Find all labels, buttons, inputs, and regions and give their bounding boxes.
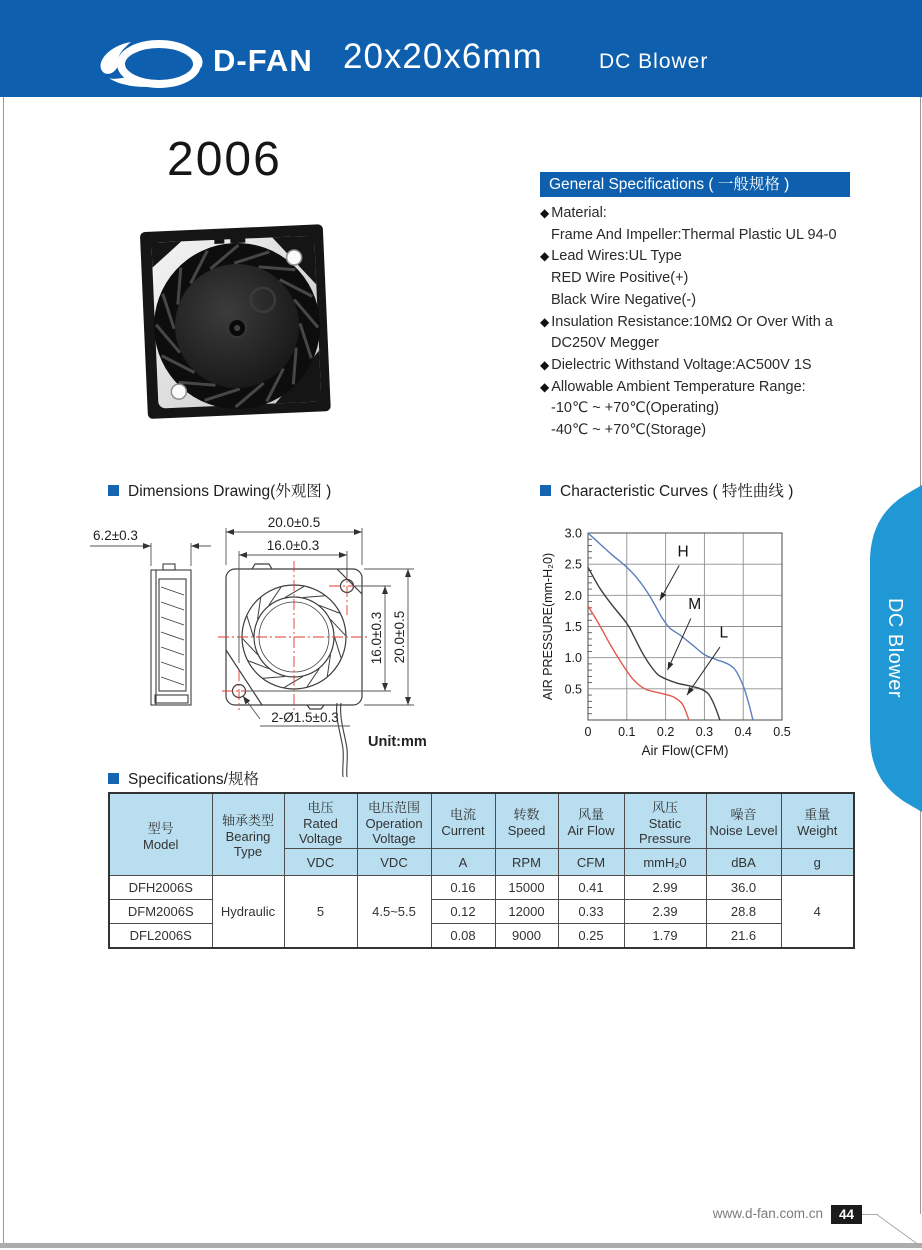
- side-view: [151, 564, 191, 705]
- model-number-title: 2006: [167, 133, 282, 186]
- svg-text:0.1: 0.1: [618, 725, 636, 739]
- outer-width-label: 20.0±0.5: [267, 515, 321, 530]
- table-row: [109, 876, 854, 900]
- table-cell: 12000: [495, 900, 558, 924]
- spec-list-item: DC250V Megger: [551, 335, 659, 352]
- unit-header: RPM: [495, 849, 558, 876]
- general-specs-list: [540, 203, 870, 442]
- spec-list-item: Frame And Impeller:Thermal Plastic UL 94-0: [551, 226, 837, 243]
- dimensions-section-title: Dimensions Drawing(外观图 ): [108, 479, 331, 501]
- diamond-bullet-icon: ◆: [540, 206, 550, 220]
- spec-table-wrap: [108, 792, 854, 949]
- brand-name: D-FAN: [213, 43, 313, 78]
- chart-grid: [588, 533, 782, 720]
- pitch-height-label: 16.0±0.3: [369, 611, 384, 665]
- table-cell: DFM2006S: [109, 900, 212, 924]
- curve-label-M: [668, 596, 702, 670]
- table-cell: 0.12: [431, 900, 495, 924]
- depth-dim-label: 6.2±0.3: [93, 528, 138, 543]
- section-bullet-icon: [540, 485, 551, 496]
- outer-height-label: 20.0±0.5: [392, 610, 407, 664]
- svg-text:L: L: [719, 624, 729, 642]
- column-header: 轴承类型 Bearing Type: [212, 793, 284, 876]
- specifications-table: [108, 792, 855, 949]
- unit-header: VDC: [357, 849, 431, 876]
- table-cell: 5: [284, 876, 357, 949]
- table-cell: 9000: [495, 924, 558, 949]
- spec-list-item: ◆ Dielectric Withstand Voltage:AC500V 1S: [540, 356, 812, 373]
- svg-text:0.2: 0.2: [656, 725, 675, 739]
- table-cell: Hydraulic: [212, 876, 284, 949]
- depth-dimension: [90, 543, 211, 566]
- unit-label: Unit:mm: [368, 734, 427, 750]
- holes-dim-label: 2-Ø1.5±0.3: [271, 710, 339, 725]
- diamond-bullet-icon: ◆: [540, 379, 550, 394]
- unit-header: mmH₂0: [624, 849, 706, 876]
- svg-text:1.5: 1.5: [564, 620, 582, 634]
- table-cell: 0.25: [558, 924, 624, 949]
- table-cell: 0.16: [431, 876, 495, 900]
- table-cell: DFL2006S: [109, 924, 212, 949]
- characteristic-curves-chart: [540, 500, 850, 772]
- curve-label-H: [660, 544, 689, 601]
- table-cell: 15000: [495, 876, 558, 900]
- diamond-bullet-icon: ◆: [540, 314, 550, 329]
- side-tab-label: DC Blower: [884, 597, 906, 699]
- column-header: 型号 Model: [109, 793, 212, 876]
- center-lines: [218, 561, 370, 713]
- column-header: 电流 Current: [431, 793, 495, 849]
- spec-list-item: Black Wire Negative(-): [551, 291, 697, 308]
- fan-product-photo: [130, 206, 346, 444]
- table-cell: 4.5~5.5: [357, 876, 431, 949]
- table-cell: 4: [781, 876, 854, 949]
- side-tab-dc-blower[interactable]: [868, 485, 922, 812]
- curve-L: [588, 606, 689, 720]
- chart-ylabel: AIR PRESSURE(mm-H₂0): [541, 552, 555, 701]
- table-cell: 0.33: [558, 900, 624, 924]
- unit-header: g: [781, 849, 854, 876]
- unit-header: VDC: [284, 849, 357, 876]
- page-border-left: [3, 97, 4, 1246]
- column-header: 风压 Static Pressure: [624, 793, 706, 849]
- header-bar: [0, 0, 922, 97]
- table-cell: 0.08: [431, 924, 495, 949]
- svg-text:0.5: 0.5: [773, 725, 791, 739]
- diamond-bullet-icon: ◆: [540, 357, 550, 372]
- unit-header: CFM: [558, 849, 624, 876]
- column-header: 噪音 Noise Level: [706, 793, 781, 849]
- spec-list-item: RED Wire Positive(+): [551, 270, 689, 287]
- table-cell: 28.8: [706, 900, 781, 924]
- spec-list-item: ◆ Insulation Resistance:10MΩ Or Over With a: [540, 313, 833, 330]
- column-header: 转数 Speed: [495, 793, 558, 849]
- svg-text:0: 0: [584, 725, 592, 739]
- front-dimensions: [226, 528, 414, 726]
- table-cell: DFH2006S: [109, 876, 212, 900]
- table-cell: 1.79: [624, 924, 706, 949]
- svg-text:2.0: 2.0: [564, 588, 582, 603]
- table-cell: 36.0: [706, 876, 781, 900]
- product-type: DC Blower: [599, 50, 709, 73]
- unit-header: dBA: [706, 849, 781, 876]
- spec-list-item: ◆ Allowable Ambient Temperature Range:: [540, 378, 806, 395]
- chart-xlabel: Air Flow(CFM): [641, 743, 729, 758]
- page-number-badge: 44: [831, 1205, 862, 1224]
- svg-text:M: M: [688, 596, 702, 614]
- curve-label-L: [687, 625, 729, 695]
- page-bottom-edge: [0, 1243, 922, 1248]
- svg-text:0.4: 0.4: [734, 725, 752, 739]
- column-header: 风量 Air Flow: [558, 793, 624, 849]
- svg-text:1.0: 1.0: [564, 651, 582, 666]
- column-header: 电压 Rated Voltage: [284, 793, 357, 849]
- svg-text:3.0: 3.0: [564, 526, 582, 541]
- column-header: 电压范围 Operation Voltage: [357, 793, 431, 849]
- spec-list-item: ◆ Lead Wires:UL Type: [540, 248, 682, 265]
- product-size: 20x20x6mm: [343, 37, 543, 76]
- curve-M: [588, 567, 720, 720]
- curves-section-title: Characteristic Curves ( 特性曲线 ): [540, 479, 793, 501]
- footer-diagonal-line: [876, 1214, 920, 1247]
- table-cell: 2.99: [624, 876, 706, 900]
- dimensions-drawing: [85, 503, 465, 778]
- footer-url[interactable]: www.d-fan.com.cn: [712, 1206, 823, 1221]
- unit-header: A: [431, 849, 495, 876]
- table-cell: 0.41: [558, 876, 624, 900]
- svg-text:2.5: 2.5: [564, 557, 582, 572]
- spec-list-item: ◆ Material:: [540, 205, 607, 221]
- table-cell: 2.39: [624, 900, 706, 924]
- pitch-width-label: 16.0±0.3: [266, 538, 320, 553]
- general-specs-header: General Specifications ( 一般规格 ): [540, 172, 850, 197]
- table-cell: 21.6: [706, 924, 781, 949]
- diamond-bullet-icon: ◆: [540, 249, 550, 264]
- section-bullet-icon: [108, 485, 119, 496]
- svg-text:H: H: [677, 543, 689, 561]
- svg-text:0.3: 0.3: [695, 725, 714, 739]
- d-fan-logo-icon: [93, 26, 219, 96]
- svg-text:0.5: 0.5: [564, 682, 582, 697]
- column-header: 重量 Weight: [781, 793, 854, 849]
- spec-list-item: -10℃ ~ +70℃(Operating): [551, 400, 719, 417]
- specifications-section-title: Specifications/规格: [108, 767, 259, 789]
- spec-list-item: -40℃ ~ +70℃(Storage): [551, 422, 707, 439]
